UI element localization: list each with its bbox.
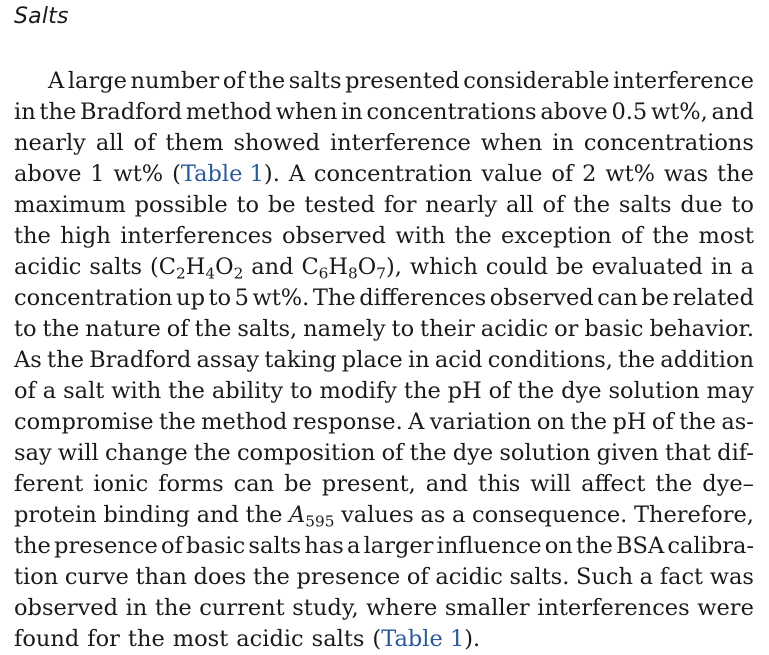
word: in — [710, 254, 733, 280]
word: were — [697, 595, 754, 621]
word: of — [621, 223, 643, 249]
word: up — [176, 285, 205, 311]
text-line — [14, 190, 754, 221]
text-line — [14, 624, 754, 655]
word: due — [680, 192, 723, 218]
word: or — [554, 316, 579, 342]
word: high — [60, 223, 111, 249]
table-1-link[interactable]: Table 1 — [180, 161, 264, 187]
word: differences — [359, 285, 487, 311]
word: the — [517, 378, 555, 404]
paren-open: ( — [172, 161, 181, 187]
word: interferences — [537, 595, 690, 621]
word: concentrations — [366, 99, 537, 125]
word: salts — [89, 254, 143, 280]
word: the — [679, 409, 716, 435]
word: of — [551, 161, 574, 187]
text-line — [14, 128, 754, 159]
text-line — [14, 252, 754, 283]
word: was — [663, 161, 709, 187]
word: exception — [501, 223, 612, 249]
word: Bradford — [80, 99, 183, 125]
word: taking — [264, 347, 337, 373]
word: observed — [282, 223, 387, 249]
word: basic — [584, 316, 644, 342]
word: evaluated — [591, 254, 703, 280]
word: A — [48, 68, 65, 94]
word: pH — [447, 378, 482, 404]
word: influence — [436, 533, 542, 559]
word: of — [160, 533, 183, 559]
word: a — [42, 378, 57, 404]
word: the — [573, 192, 611, 218]
word: on — [536, 409, 565, 435]
word: method — [185, 99, 273, 125]
word: the — [717, 161, 754, 187]
word: affect — [581, 471, 646, 497]
word: salts, — [237, 316, 298, 342]
word: when — [480, 130, 543, 156]
word: acidic — [236, 626, 304, 652]
word: the — [655, 471, 693, 497]
word: may — [706, 378, 754, 404]
word: does — [193, 564, 247, 590]
word: 5 — [234, 285, 249, 311]
text-line — [14, 593, 754, 624]
word: compromise — [14, 409, 154, 435]
word: the — [154, 595, 192, 621]
word: to — [289, 378, 313, 404]
word: most — [172, 626, 229, 652]
formula-sub: 2 — [176, 264, 186, 283]
word: presence — [54, 533, 158, 559]
word: the — [245, 502, 283, 528]
word: the — [652, 223, 690, 249]
word: of — [406, 564, 429, 590]
word: related — [672, 285, 754, 311]
word: in — [341, 99, 363, 125]
word: of — [381, 440, 404, 466]
text-line — [14, 376, 754, 407]
word: be — [555, 254, 584, 280]
word: could — [485, 254, 549, 280]
word: will — [57, 440, 99, 466]
word: on — [544, 533, 573, 559]
word: salts — [618, 192, 672, 218]
word: and — [711, 99, 754, 125]
word: say — [14, 440, 52, 466]
word: change — [104, 440, 188, 466]
word: addition — [660, 347, 754, 373]
word: number — [130, 68, 220, 94]
word: curve — [64, 564, 129, 590]
word: assay — [196, 347, 260, 373]
word: when — [275, 99, 338, 125]
word: wt%, — [650, 99, 708, 125]
word: that — [664, 440, 711, 466]
word: of — [542, 192, 565, 218]
word: response. — [292, 409, 403, 435]
word: 0.5 — [611, 99, 648, 125]
word: dye — [452, 440, 494, 466]
word: will — [530, 471, 572, 497]
word: the — [454, 223, 492, 249]
word: above — [540, 99, 608, 125]
word: them — [165, 130, 224, 156]
text-line — [14, 66, 754, 97]
word: present, — [321, 471, 416, 497]
table-ref-group — [372, 624, 480, 655]
paren-open: ( — [372, 626, 382, 652]
word: concentration — [14, 285, 173, 311]
word: 1 — [90, 161, 105, 187]
formula-citric — [301, 252, 401, 283]
word: behavior. — [649, 316, 754, 342]
word: of — [133, 130, 156, 156]
word: as — [420, 502, 446, 528]
body-paragraph — [14, 66, 754, 655]
word: the — [39, 99, 77, 125]
word: be — [284, 471, 312, 497]
word: smaller — [444, 595, 530, 621]
word: all — [505, 192, 534, 218]
word: their — [420, 316, 475, 342]
word: in — [125, 595, 148, 621]
word: a — [346, 533, 361, 559]
text-line — [14, 314, 754, 345]
word: to — [236, 192, 260, 218]
word: dye– — [702, 471, 754, 497]
word: the — [42, 316, 80, 342]
word: nearly — [14, 130, 86, 156]
word: place — [341, 347, 403, 373]
formula-acetic — [150, 252, 243, 283]
word: pH — [612, 409, 647, 435]
text-line — [14, 438, 754, 469]
word: calibra- — [667, 533, 754, 559]
word: all — [95, 130, 124, 156]
text-line — [14, 562, 754, 593]
text-line — [14, 97, 754, 128]
text-line — [14, 345, 754, 376]
word: the — [47, 347, 84, 373]
word: forms — [158, 471, 224, 497]
word: interference — [613, 68, 754, 94]
word: concentrations — [583, 130, 754, 156]
word: binding — [103, 502, 190, 528]
word: protein — [14, 502, 97, 528]
word: than — [135, 564, 187, 590]
word: a — [639, 564, 654, 590]
word: interference — [329, 130, 471, 156]
word: to — [14, 316, 37, 342]
word: the — [252, 564, 290, 590]
word: salts — [248, 533, 302, 559]
word: presence — [296, 564, 401, 590]
word: nature — [85, 316, 161, 342]
word: the — [409, 440, 447, 466]
word: solution — [499, 440, 591, 466]
table-ref-group — [172, 159, 280, 190]
word: consequence. — [472, 502, 628, 528]
word: the — [14, 533, 51, 559]
word: larger — [363, 533, 434, 559]
symbol-a: A — [289, 502, 306, 528]
word: the — [14, 223, 51, 249]
word: basic — [186, 533, 246, 559]
word: namely — [303, 316, 386, 342]
word: concentration — [313, 161, 473, 187]
word: fact — [659, 564, 704, 590]
word: the — [168, 378, 205, 404]
word: values — [341, 502, 414, 528]
absorbance-symbol — [289, 500, 334, 531]
formula-part: O — [215, 254, 234, 280]
word: of — [14, 378, 36, 404]
formula-part: C — [301, 254, 319, 280]
word: in — [14, 99, 36, 125]
word: where — [366, 595, 438, 621]
word: value — [481, 161, 543, 187]
word: of — [488, 378, 511, 404]
word: observed — [489, 285, 594, 311]
table-1-link[interactable]: Table 1 — [381, 626, 465, 652]
word: the — [194, 316, 232, 342]
word: and — [251, 254, 294, 280]
formula-part: (C — [150, 254, 177, 280]
word: dif- — [717, 440, 754, 466]
word: The — [312, 285, 356, 311]
word: be — [267, 192, 296, 218]
word: wt% — [113, 161, 164, 187]
word: acid — [434, 347, 483, 373]
word: 2 — [582, 161, 597, 187]
word: presented — [345, 68, 460, 94]
word: current — [199, 595, 285, 621]
word: be — [641, 285, 669, 311]
word: of — [166, 316, 189, 342]
word: Bradford — [89, 347, 192, 373]
paren-close: ). — [464, 626, 481, 652]
word: ionic — [93, 471, 149, 497]
word: a — [740, 254, 754, 280]
text-line — [14, 283, 754, 314]
word: and — [196, 502, 239, 528]
word: maximum — [14, 192, 126, 218]
word: has — [304, 533, 344, 559]
word: interferences — [120, 223, 273, 249]
word: salt — [63, 378, 105, 404]
word: with — [395, 223, 446, 249]
formula-sub: 7 — [376, 264, 386, 283]
word: study, — [292, 595, 359, 621]
word: possible — [134, 192, 228, 218]
word: nearly — [425, 192, 498, 218]
word: the — [193, 440, 231, 466]
word: and — [425, 471, 469, 497]
formula-sub: 6 — [318, 264, 329, 283]
word: BSA — [616, 533, 665, 559]
word: the — [575, 533, 613, 559]
word: tion — [14, 564, 59, 590]
word: in — [407, 347, 430, 373]
word: As — [14, 347, 42, 373]
word: most — [698, 223, 754, 249]
word: tested — [304, 192, 376, 218]
word: as- — [721, 409, 754, 435]
word: found — [14, 626, 80, 652]
word: for — [87, 626, 120, 652]
word: salts — [288, 68, 342, 94]
word: salts. — [509, 564, 570, 590]
word: which — [409, 254, 478, 280]
word: the — [248, 68, 286, 94]
word: solution — [608, 378, 700, 404]
word: ability — [211, 378, 284, 404]
word: to — [731, 192, 754, 218]
word: dye — [561, 378, 602, 404]
paren-close: ). — [263, 161, 280, 187]
text-line — [14, 159, 754, 190]
word: conditions, — [487, 347, 613, 373]
formula-part: H — [328, 254, 349, 280]
word: salts — [311, 626, 365, 652]
word: considerable — [463, 68, 610, 94]
word: acidic — [480, 316, 549, 342]
word: the — [403, 378, 441, 404]
word: to — [208, 285, 232, 311]
word: the — [127, 626, 165, 652]
text-line — [14, 531, 754, 562]
word: variation — [429, 409, 532, 435]
text-line — [14, 500, 754, 531]
section-heading: Salts — [14, 4, 69, 29]
word: Therefore, — [633, 502, 754, 528]
word: the — [570, 409, 608, 435]
word: A — [288, 161, 305, 187]
word: with — [111, 378, 162, 404]
word: modify — [319, 378, 397, 404]
word: the — [158, 409, 196, 435]
word: the — [618, 347, 656, 373]
word: method — [201, 409, 288, 435]
word: large — [67, 68, 127, 94]
word: of — [651, 409, 674, 435]
word: acidic — [435, 564, 503, 590]
formula-sub: 8 — [348, 264, 358, 283]
word: acidic — [14, 254, 82, 280]
word: A — [408, 409, 425, 435]
word: wt%. — [252, 285, 310, 311]
formula-part: ), — [385, 254, 402, 280]
word: in — [552, 130, 574, 156]
word: can — [597, 285, 638, 311]
formula-sub: 4 — [205, 264, 216, 283]
symbol-sub: 595 — [305, 512, 335, 531]
word: ferent — [14, 471, 84, 497]
word: of — [222, 68, 245, 94]
formula-part: H — [185, 254, 206, 280]
word: showed — [233, 130, 321, 156]
word: observed — [14, 595, 118, 621]
word: to — [391, 316, 415, 342]
word: wt% — [605, 161, 656, 187]
text-line — [14, 469, 754, 500]
formula-sub: 2 — [233, 264, 244, 283]
word: given — [596, 440, 659, 466]
word: Such — [576, 564, 633, 590]
word: above — [14, 161, 82, 187]
word: composition — [236, 440, 376, 466]
word: can — [233, 471, 275, 497]
word: this — [478, 471, 521, 497]
word: was — [709, 564, 754, 590]
word: a — [452, 502, 466, 528]
formula-part: O — [357, 254, 377, 280]
text-line — [14, 407, 754, 438]
word: for — [383, 192, 417, 218]
text-line — [14, 221, 754, 252]
